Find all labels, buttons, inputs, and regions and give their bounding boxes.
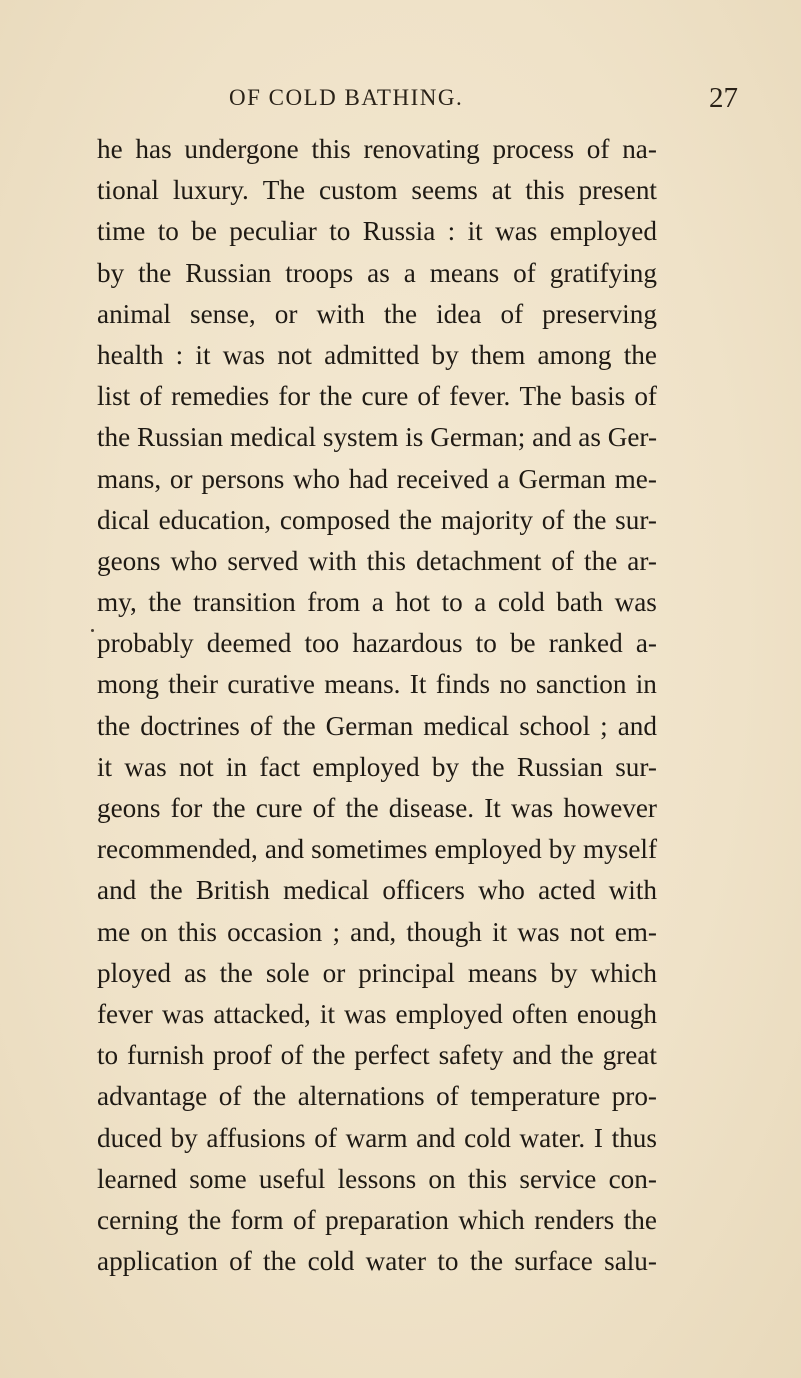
- text-line: cerning the form of preparation which renders the: [97, 1204, 657, 1235]
- text-line: probably deemed too hazardous to be ranked a-: [97, 628, 657, 659]
- text-line: geons for the cure of the disease. It was however: [97, 793, 657, 823]
- margin-mark: [91, 629, 94, 632]
- text-line: geons who served with this detachment of the ar-: [97, 545, 657, 576]
- text-line: duced by affusions of warm and cold water. I thus: [97, 1122, 657, 1153]
- text-line: and the British medical officers who acted with: [97, 875, 657, 906]
- text-line: mong their curative means. It finds no sanction in: [97, 669, 657, 700]
- body-text: [97, 129, 657, 1282]
- text-line: mans, or persons who had received a German me-: [97, 463, 657, 494]
- text-line: time to be peculiar to Russia : it was employed: [97, 216, 657, 247]
- text-line: my, the transition from a hot to a cold bath was: [97, 587, 657, 618]
- text-line: recommended, and sometimes employed by myself: [97, 834, 657, 865]
- text-line: the doctrines of the German medical school ; and: [97, 710, 657, 741]
- text-line: animal sense, or with the idea of preserving: [97, 298, 657, 329]
- page-number: 27: [709, 82, 738, 114]
- text-line: by the Russian troops as a means of gratifying: [97, 257, 657, 288]
- running-head: [0, 82, 801, 125]
- text-line: he has undergone this renovating process of na-: [97, 134, 657, 164]
- text-line: it was not in fact employed by the Russian sur-: [97, 751, 657, 782]
- running-title: OF COLD BATHING.: [229, 85, 464, 110]
- text-line: list of remedies for the cure of fever. The basis of: [97, 381, 657, 412]
- text-line: dical education, composed the majority of the sur-: [97, 504, 657, 535]
- text-line: tional luxury. The custom seems at this present: [97, 175, 657, 206]
- text-line: ployed as the sole or principal means by which: [97, 957, 657, 988]
- text-line: health : it was not admitted by them among the: [97, 339, 657, 370]
- text-line: advantage of the alternations of temperature pro-: [97, 1081, 657, 1112]
- text-line: fever was attacked, it was employed often enough: [97, 998, 657, 1029]
- text-line: learned some useful lessons on this service con-: [97, 1163, 657, 1194]
- text-line: application of the cold water to the surface salu-: [97, 1246, 657, 1277]
- text-line: the Russian medical system is German; and as Ger-: [97, 422, 657, 453]
- text-line: to furnish proof of the perfect safety and the great: [97, 1040, 657, 1071]
- text-line: me on this occasion ; and, though it was not em-: [97, 916, 657, 947]
